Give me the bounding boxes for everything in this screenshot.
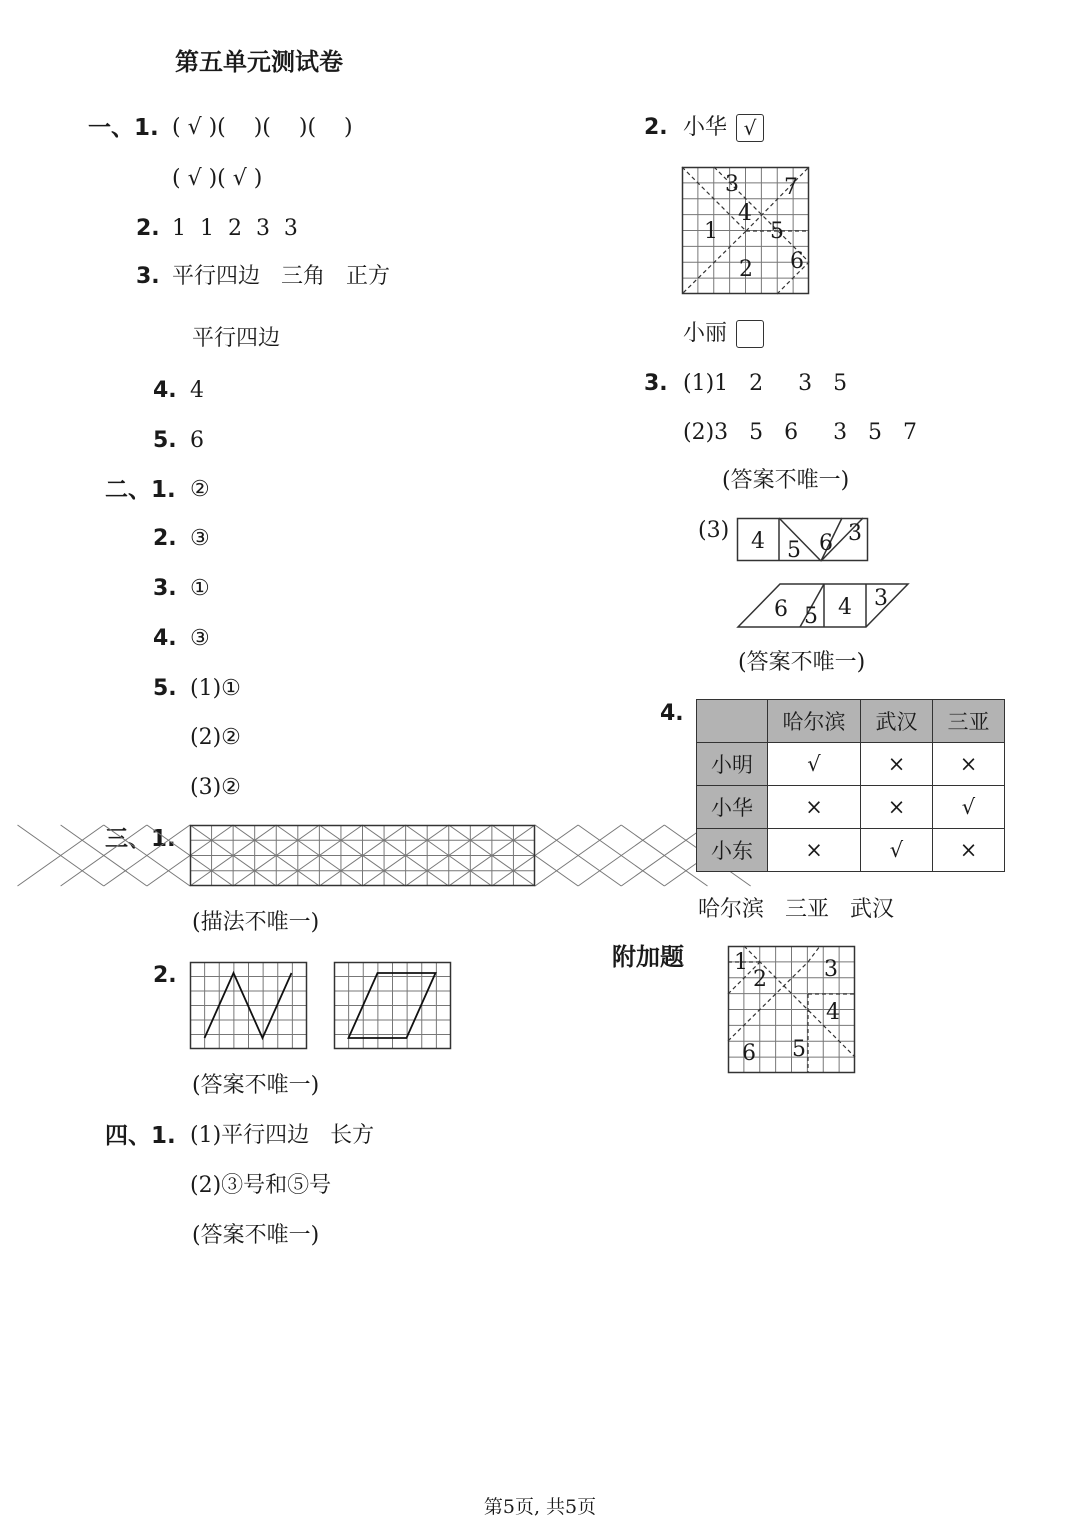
r2-num-3: 3 (725, 172, 739, 197)
para-num-5: 5 (804, 604, 818, 629)
table-row (697, 786, 1005, 829)
r3-part2: (2)3 5 6 3 5 7 (683, 420, 918, 445)
table-header-row (697, 700, 1005, 743)
s1-q2-answer: 1 1 2 3 3 (172, 216, 298, 241)
s1-q4-label: 4. (153, 378, 177, 403)
page-footer: 第5页, 共5页 (483, 1496, 597, 1518)
s1-q3-label: 3. (136, 264, 160, 289)
r2-xiaohua-label: 小华 (683, 115, 728, 140)
table-cell: × (768, 829, 861, 872)
para-num-4: 4 (838, 595, 852, 620)
s1-q1-row2: ( √ )( √ ) (172, 166, 263, 191)
s1-q5-answer: 6 (190, 428, 204, 453)
table-header-harbin: 哈尔滨 (768, 700, 861, 743)
s3-note1: (描法不唯一) (192, 910, 320, 935)
page-title: 第五单元测试卷 (175, 48, 343, 76)
r2-num-1: 1 (704, 219, 718, 244)
s2-q5-label: 5. (153, 676, 177, 701)
extra-num-6: 6 (742, 1041, 756, 1066)
r2-num-6: 6 (790, 249, 804, 274)
section-4-label: 四、1. (105, 1123, 176, 1149)
rect-num-5: 5 (787, 538, 801, 563)
r2-xiaoli-label: 小丽 (683, 321, 728, 346)
s1-q3-line2: 平行四边 (192, 326, 281, 351)
r3-note1: (答案不唯一) (722, 468, 850, 493)
s2-q5-3: (3)② (190, 775, 241, 800)
table-cell: × (933, 829, 1005, 872)
r2-num-4: 4 (738, 201, 752, 226)
s1-q4-answer: 4 (190, 378, 204, 403)
r2-label: 2. (644, 115, 668, 140)
s3-q1-grid (190, 825, 536, 887)
section-2-label: 二、1. (105, 477, 176, 503)
s4-q1-2: (2)③号和⑤号 (190, 1173, 332, 1198)
s4-note: (答案不唯一) (192, 1223, 320, 1248)
s3-q2-grid-right (334, 962, 452, 1050)
table-cell: × (861, 743, 933, 786)
r3-label: 3. (644, 371, 668, 396)
s3-note2: (答案不唯一) (192, 1073, 320, 1098)
row-name: 小华 (697, 786, 768, 829)
s1-q5-label: 5. (153, 428, 177, 453)
table-header-sanya: 三亚 (933, 700, 1005, 743)
table-cell: × (861, 786, 933, 829)
s2-q3-answer: ① (190, 576, 210, 601)
s1-q1-row1: ( √ )( )( )( ) (172, 115, 353, 140)
extra-num-1: 1 (734, 950, 748, 975)
r3-part1: (1)1 2 3 5 (683, 371, 848, 396)
extra-label: 附加题 (612, 943, 684, 971)
s2-q2-answer: ③ (190, 526, 210, 551)
r4-table (696, 699, 1005, 872)
s2-q4-answer: ③ (190, 626, 210, 651)
extra-num-2: 2 (753, 967, 767, 992)
s2-q5-2: (2)② (190, 725, 241, 750)
extra-grid-figure (728, 946, 856, 1074)
s2-q2-label: 2. (153, 526, 177, 551)
table-cell: √ (768, 743, 861, 786)
row-name: 小东 (697, 829, 768, 872)
r2-xiaohua-checkbox: √ (736, 114, 764, 142)
s2-q3-label: 3. (153, 576, 177, 601)
para-num-6: 6 (774, 597, 788, 622)
s2-q4-label: 4. (153, 626, 177, 651)
para-num-3: 3 (874, 586, 888, 611)
extra-num-4: 4 (826, 1000, 840, 1025)
rect-num-4: 4 (751, 529, 765, 554)
r3-rectangle-figure (737, 518, 869, 562)
extra-num-3: 3 (824, 957, 838, 982)
r2-grid-figure (682, 167, 810, 295)
s2-q5-1: (1)① (190, 676, 241, 701)
s1-q3-line1: 平行四边 三角 正方 (172, 264, 390, 289)
table-header-wuhan: 武汉 (861, 700, 933, 743)
table-row (697, 743, 1005, 786)
r3-parallelogram-figure (738, 583, 910, 629)
s4-q1-1: (1)平行四边 长方 (190, 1123, 375, 1148)
extra-num-5: 5 (792, 1037, 806, 1062)
table-row (697, 829, 1005, 872)
table-corner (697, 700, 768, 743)
table-cell: √ (861, 829, 933, 872)
s3-q2-grid-left (190, 962, 308, 1050)
row-name: 小明 (697, 743, 768, 786)
section-3-label: 三、1. (105, 826, 176, 852)
table-cell: √ (933, 786, 1005, 829)
r2-num-5: 5 (770, 219, 784, 244)
r2-num-7: 7 (784, 175, 798, 200)
rect-num-6: 6 (819, 531, 833, 556)
r3-part3-label: (3) (698, 518, 730, 543)
s1-q2-label: 2. (136, 216, 160, 241)
table-cell: × (768, 786, 861, 829)
r4-label: 4. (660, 701, 684, 726)
rect-num-3: 3 (848, 521, 862, 546)
table-cell: × (933, 743, 1005, 786)
section-1-label: 一、1. (88, 115, 159, 141)
r2-xiaoli-checkbox (736, 320, 764, 348)
s2-q1-answer: ② (190, 477, 210, 502)
r2-num-2: 2 (739, 257, 753, 282)
r3-note2: (答案不唯一) (738, 650, 866, 675)
r4-answer: 哈尔滨 三亚 武汉 (698, 897, 894, 922)
s3-q2-label: 2. (153, 963, 177, 988)
